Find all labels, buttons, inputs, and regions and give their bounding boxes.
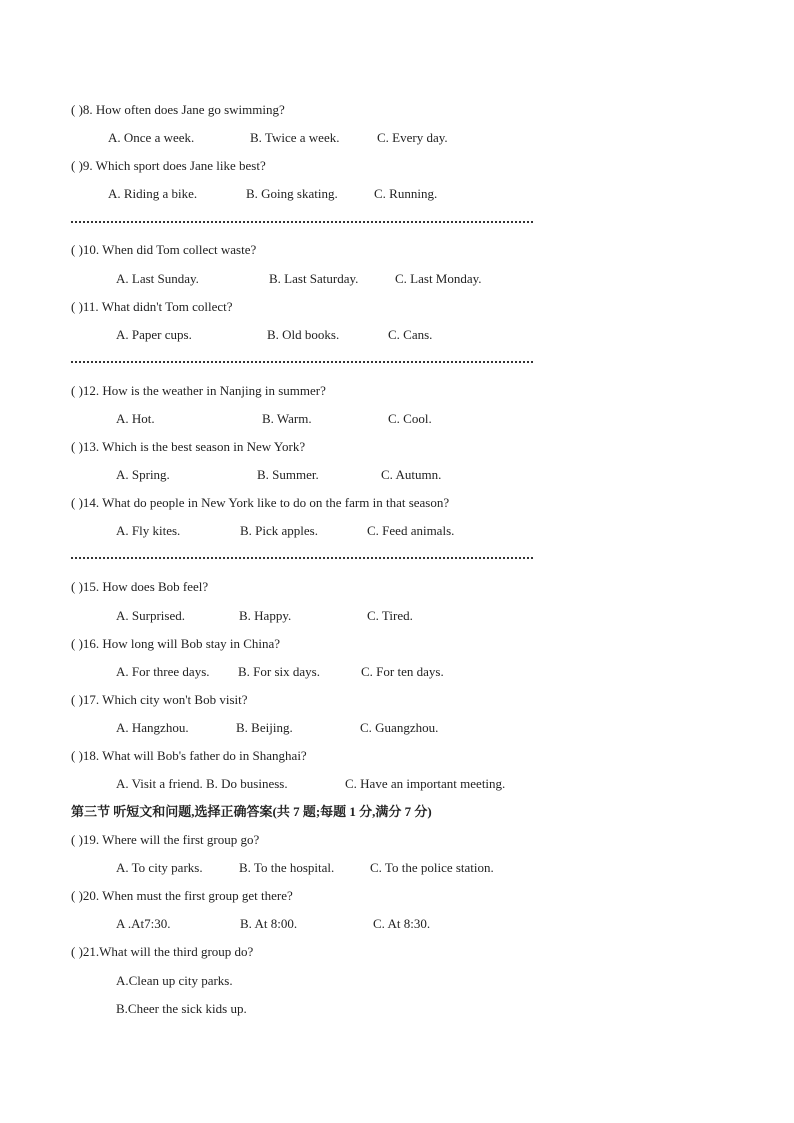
question-16-option-b: B. For six days. xyxy=(238,664,320,679)
question-13-option-b: B. Summer. xyxy=(257,467,319,482)
question-19-option-a: A. To city parks. xyxy=(116,860,203,875)
question-21-stem: ( )21.What will the third group do? xyxy=(71,944,254,959)
question-10-option-a: A. Last Sunday. xyxy=(116,271,199,286)
question-15-stem: ( )15. How does Bob feel? xyxy=(71,579,209,594)
question-14-stem: ( )14. What do people in New York like to do on the farm in that season? xyxy=(71,495,450,510)
question-10-stem: ( )10. When did Tom collect waste? xyxy=(71,242,257,257)
question-17-option-c: C. Guangzhou. xyxy=(360,720,439,735)
question-12-stem: ( )12. How is the weather in Nanjing in summer? xyxy=(71,383,326,398)
question-10-option-b: B. Last Saturday. xyxy=(269,271,359,286)
question-18-option-c: C. Have an important meeting. xyxy=(345,776,506,791)
question-9-option-b: B. Going skating. xyxy=(246,186,338,201)
question-14-option-c: C. Feed animals. xyxy=(367,523,455,538)
question-12-option-b: B. Warm. xyxy=(262,411,312,426)
question-11-option-c: C. Cans. xyxy=(388,327,433,342)
question-16-option-c: C. For ten days. xyxy=(361,664,444,679)
question-18-stem: ( )18. What will Bob's father do in Shanghai? xyxy=(71,748,307,763)
question-11-option-a: A. Paper cups. xyxy=(116,327,192,342)
question-16-option-a: A. For three days. xyxy=(116,664,210,679)
question-10-option-c: C. Last Monday. xyxy=(395,271,482,286)
question-14-option-a: A. Fly kites. xyxy=(116,523,181,538)
question-8-option-a: A. Once a week. xyxy=(108,130,195,145)
question-20-option-b: B. At 8:00. xyxy=(240,916,298,931)
question-18-option-ab: A. Visit a friend. B. Do business. xyxy=(116,776,288,791)
question-8-option-c: C. Every day. xyxy=(377,130,448,145)
question-9-stem: ( )9. Which sport does Jane like best? xyxy=(71,158,266,173)
question-19-stem: ( )19. Where will the first group go? xyxy=(71,832,260,847)
section-title: 第三节 听短文和问题,选择正确答案(共 7 题;每题 1 分,满分 7 分) xyxy=(71,804,432,819)
question-20-option-c: C. At 8:30. xyxy=(373,916,431,931)
question-15-option-a: A. Surprised. xyxy=(116,608,185,623)
dotted-separator xyxy=(71,361,533,363)
question-9-option-c: C. Running. xyxy=(374,186,438,201)
question-19-option-b: B. To the hospital. xyxy=(239,860,335,875)
question-21-option-b: B.Cheer the sick kids up. xyxy=(116,1001,247,1016)
question-20-option-a: A .At7:30. xyxy=(116,916,171,931)
question-13-option-a: A. Spring. xyxy=(116,467,170,482)
question-15-option-b: B. Happy. xyxy=(239,608,292,623)
dotted-separator xyxy=(71,221,533,223)
question-21-option-a: A.Clean up city parks. xyxy=(116,973,233,988)
question-12-option-a: A. Hot. xyxy=(116,411,155,426)
question-17-option-a: A. Hangzhou. xyxy=(116,720,189,735)
question-19-option-c: C. To the police station. xyxy=(370,860,494,875)
question-14-option-b: B. Pick apples. xyxy=(240,523,318,538)
question-17-stem: ( )17. Which city won't Bob visit? xyxy=(71,692,248,707)
question-8-option-b: B. Twice a week. xyxy=(250,130,340,145)
question-9-option-a: A. Riding a bike. xyxy=(108,186,198,201)
question-8-stem: ( )8. How often does Jane go swimming? xyxy=(71,102,285,117)
question-11-stem: ( )11. What didn't Tom collect? xyxy=(71,299,233,314)
question-13-option-c: C. Autumn. xyxy=(381,467,442,482)
question-15-option-c: C. Tired. xyxy=(367,608,413,623)
question-11-option-b: B. Old books. xyxy=(267,327,340,342)
question-17-option-b: B. Beijing. xyxy=(236,720,293,735)
question-12-option-c: C. Cool. xyxy=(388,411,432,426)
question-16-stem: ( )16. How long will Bob stay in China? xyxy=(71,636,281,651)
question-20-stem: ( )20. When must the first group get there? xyxy=(71,888,293,903)
question-13-stem: ( )13. Which is the best season in New York? xyxy=(71,439,306,454)
dotted-separator xyxy=(71,557,533,559)
